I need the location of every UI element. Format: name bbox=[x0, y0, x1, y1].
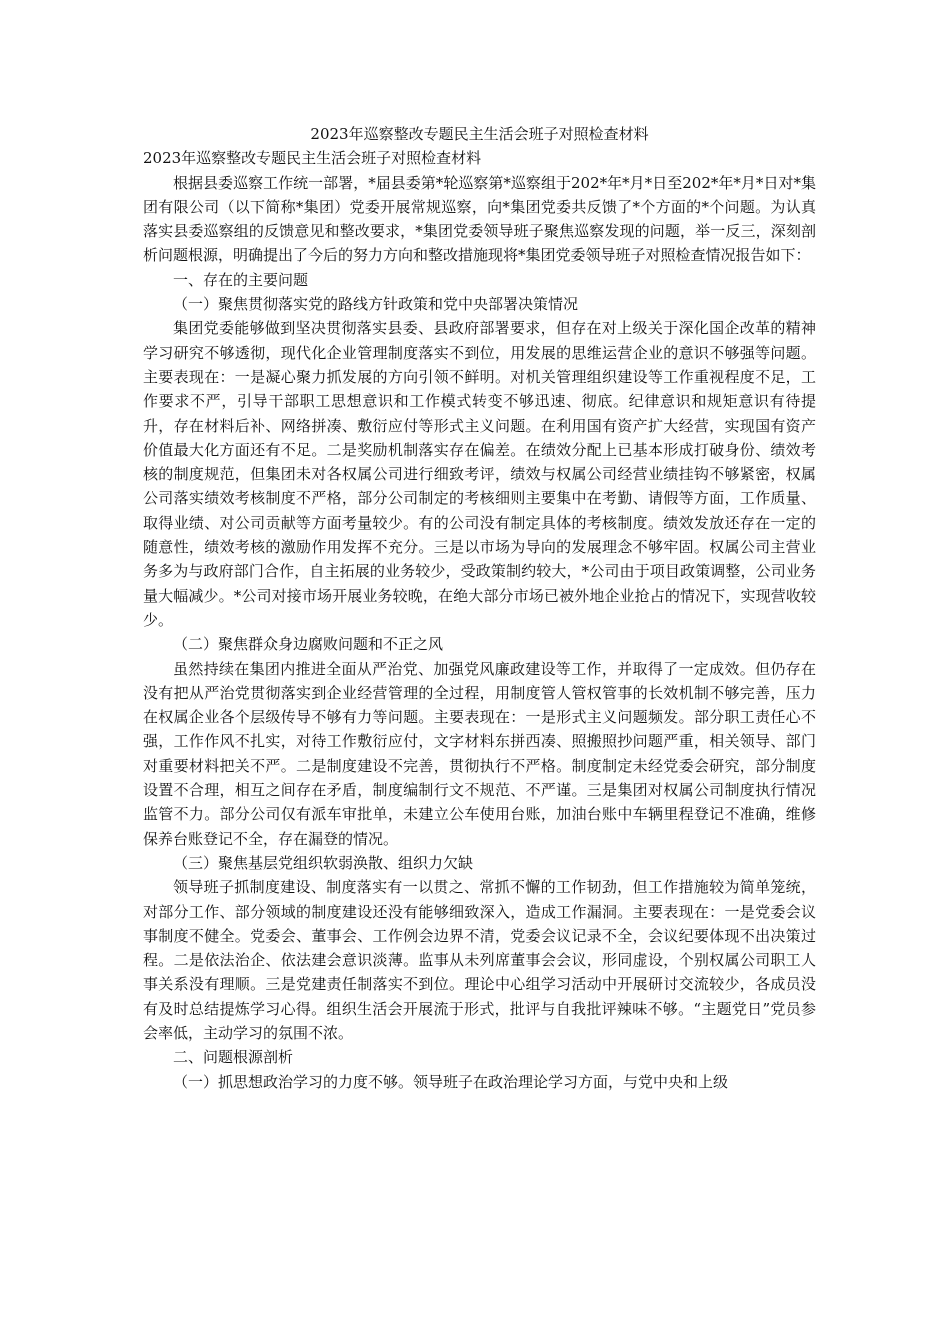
section-2-subheading-1: （一）抓思想政治学习的力度不够。领导班子在政治理论学习方面，与党中央和上级 bbox=[173, 1072, 729, 1091]
section-1-paragraph-3: 领导班子抓制度建设、制度落实有一以贯之、常抓不懈的工作韧劲，但工作措施较为简单笼统，对部分工作、部分领域的制度建设还没有能够细致深入，造成工作漏洞。主要表现在：一是党委会议事制度不健全。党委会、董事会、工作例会边界不清，党委会议记录不全，会议纪要体现不出决策过程。二是依法治企、依法建会意识淡薄。监事从未列席董事会会议，形同虚设，个别权属公司职工人事关系没有理顺。三是党建责任制落实不到位。理论中心组学习活动中开展研讨交流较少，各成员没有及时总结提炼学习心得。组织生活会开展流于形式，批评与自我批评辣味不够。“主题党日”党员参会率低，主动学习的氛围不浓。 bbox=[143, 878, 816, 1042]
section-2-heading: 二、问题根源剖析 bbox=[173, 1048, 294, 1067]
section-1-paragraph-1: 集团党委能够做到坚决贯彻落实县委、县政府部署要求，但存在对上级关于深化国企改革的精神学习研究不够透彻，现代化企业管理制度落实不到位，用发展的思维运营企业的意识不够强等问题。主要表现在：一是凝心聚力抓发展的方向引领不鲜明。对机关管理组织建设等工作重视程度不足，工作要求不严，引导干部职工思想意识和工作模式转变不够迅速、彻底。纪律意识和规矩意识有待提升，存在材料后补、网络拼凑、敷衍应付等形式主义问题。在利用国有资产扩大经营，实现国有资产价值最大化方面还有不足。二是奖励机制落实存在偏差。在绩效分配上已基本形成打破身份、绩效考核的制度规范，但集团未对各权属公司进行细致考评，绩效与权属公司经营业绩挂钩不够紧密，权属公司落实绩效考核制度不严格，部分公司制定的考核细则主要集中在考勤、请假等方面，工作质量、取得业绩、对公司贡献等方面考量较少。有的公司没有制定具体的考核制度。绩效发放还存在一定的随意性，绩效考核的激励作用发挥不充分。三是以市场为导向的发展理念不够牢固。权属公司主营业务多为与政府部门合作，自主拓展的业务较少，受政策制约较大，*公司由于项目政策调整，公司业务量大幅减少。*公司对接市场开展业务较晚，在绝大部分市场已被外地企业抢占的情况下，实现营收较少。 bbox=[143, 319, 816, 629]
section-1-subheading-1: （一）聚焦贯彻落实党的路线方针政策和党中央部署决策情况 bbox=[173, 295, 579, 314]
intro-paragraph: 根据县委巡察工作统一部署，*届县委第*轮巡察第*巡察组于202*年*月*日至202*年*月*日对*集团有限公司（以下简称*集团）党委开展常规巡察，向*集团党委共反馈了*个方面的*个问题。为认真落实县委巡察组的反馈意见和整改要求，*集团党委领导班子聚焦巡察发现的问题，举一反三，深刻剖析问题根源，明确提出了今后的努力方向和整改措施现将*集团党委领导班子对照检查情况报告如下： bbox=[143, 173, 816, 265]
section-1-heading: 一、存在的主要问题 bbox=[173, 270, 309, 289]
document-title: 2023年巡察整改专题民主生活会班子对照检查材料 bbox=[310, 125, 649, 143]
section-1-paragraph-2: 虽然持续在集团内推进全面从严治党、加强党风廉政建设等工作，并取得了一定成效。但仍存在没有把从严治党贯彻落实到企业经营管理的全过程，用制度管人管权管事的长效机制不够完善，压力在权属企业各个层级传导不够有力等问题。主要表现在：一是形式主义问题频发。部分职工责任心不强，工作作风不扎实，对待工作敷衍应付，文字材料东拼西凑、照搬照抄问题严重，相关领导、部门对重要材料把关不严。二是制度建设不完善，贯彻执行不严格。制度制定未经党委会研究，部分制度设置不合理，相互之间存在矛盾，制度编制行文不规范、不严谨。三是集团对权属公司制度执行情况监管不力。部分公司仅有派车审批单，未建立公车使用台账，加油台账中车辆里程登记不准确，维修保养台账登记不全，存在漏登的情况。 bbox=[143, 659, 816, 848]
section-1-subheading-3: （三）聚焦基层党组织软弱涣散、组织力欠缺 bbox=[173, 853, 474, 872]
section-1-subheading-2: （二）聚焦群众身边腐败问题和不正之风 bbox=[173, 635, 444, 654]
document-body bbox=[143, 122, 816, 1094]
document-subtitle: 2023年巡察整改专题民主生活会班子对照检查材料 bbox=[143, 149, 482, 168]
